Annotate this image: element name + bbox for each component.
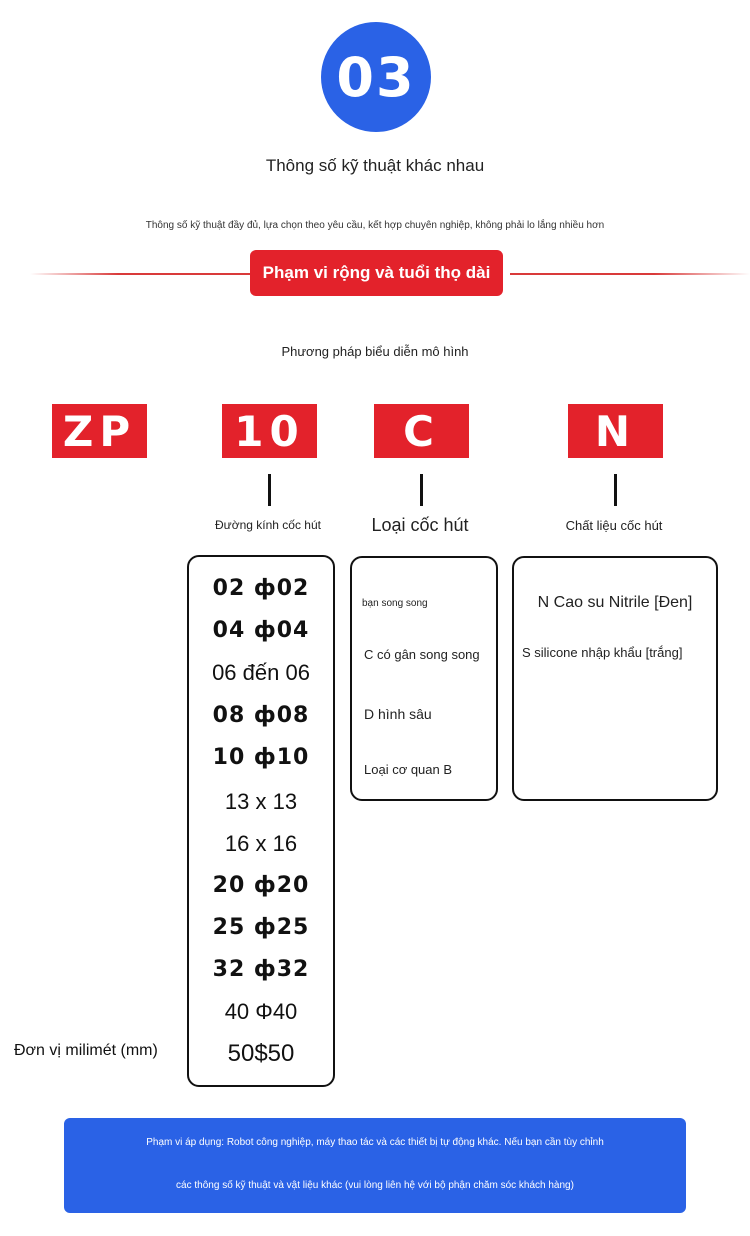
connector-diameter: [268, 474, 271, 506]
model-caption: Phương pháp biểu diễn mô hình: [281, 344, 469, 359]
size-item: 13 x 13: [224, 789, 298, 814]
divider-left: [30, 273, 250, 275]
size-item: 04 ф04: [212, 618, 310, 643]
banner-label: Phạm vi rộng và tuổi thọ dài: [250, 250, 503, 296]
connector-type: [420, 474, 423, 506]
size-item: 06 đến 06: [212, 660, 310, 685]
size-list-panel: [187, 555, 335, 1087]
size-item: 02 ф02: [212, 576, 310, 601]
type-item: C có gân song song: [364, 647, 480, 662]
material-list-panel: [512, 556, 718, 801]
size-item: 10 ф10: [212, 745, 310, 770]
size-item: 25 ф25: [212, 915, 310, 940]
size-item: 50$50: [227, 1040, 295, 1067]
material-item: S silicone nhập khẩu [trắng]: [522, 645, 683, 660]
code-box-diameter: 10: [222, 404, 317, 458]
connector-material: [614, 474, 617, 506]
label-material: Chất liệu cốc hút: [565, 518, 663, 533]
page-subtitle: Thông số kỹ thuật đầy đủ, lựa chọn theo yêu cầu, kết hợp chuyên nghiệp, không phải lo lắng nhiều hơn: [145, 220, 605, 231]
page-title: Thông số kỹ thuật khác nhau: [265, 156, 485, 175]
label-diameter: Đường kính cốc hút: [215, 518, 321, 532]
size-item: 20 ф20: [212, 873, 310, 898]
size-item: 08 ф08: [212, 703, 310, 728]
size-item: 16 x 16: [224, 831, 298, 856]
code-box-type: C: [374, 404, 469, 458]
size-item: 40 Φ40: [224, 999, 298, 1024]
section-number-badge: 03: [321, 22, 431, 132]
footer-line-2: các thông số kỹ thuật và vật liệu khác (vui lòng liên hệ với bộ phận chăm sóc khách hàng): [176, 1180, 574, 1191]
footer-line-1: Phạm vi áp dụng: Robot công nghiệp, máy thao tác và các thiết bị tự động khác. Nếu bạn cần tùy chỉnh: [146, 1137, 604, 1148]
type-item: D hình sâu: [364, 706, 432, 722]
material-item: N Cao su Nitrile [Đen]: [537, 594, 693, 611]
label-type: Loại cốc hút: [371, 515, 469, 535]
code-box-series: ZP: [52, 404, 147, 458]
divider-right: [510, 273, 750, 275]
type-item: bạn song song: [362, 598, 428, 609]
size-item: 32 ф32: [212, 957, 310, 982]
footer-note: [64, 1118, 686, 1213]
type-item: Loại cơ quan B: [364, 762, 453, 777]
type-list-panel: [350, 556, 498, 801]
unit-label: Đơn vị milimét (mm): [14, 1042, 158, 1059]
code-box-material: N: [568, 404, 663, 458]
